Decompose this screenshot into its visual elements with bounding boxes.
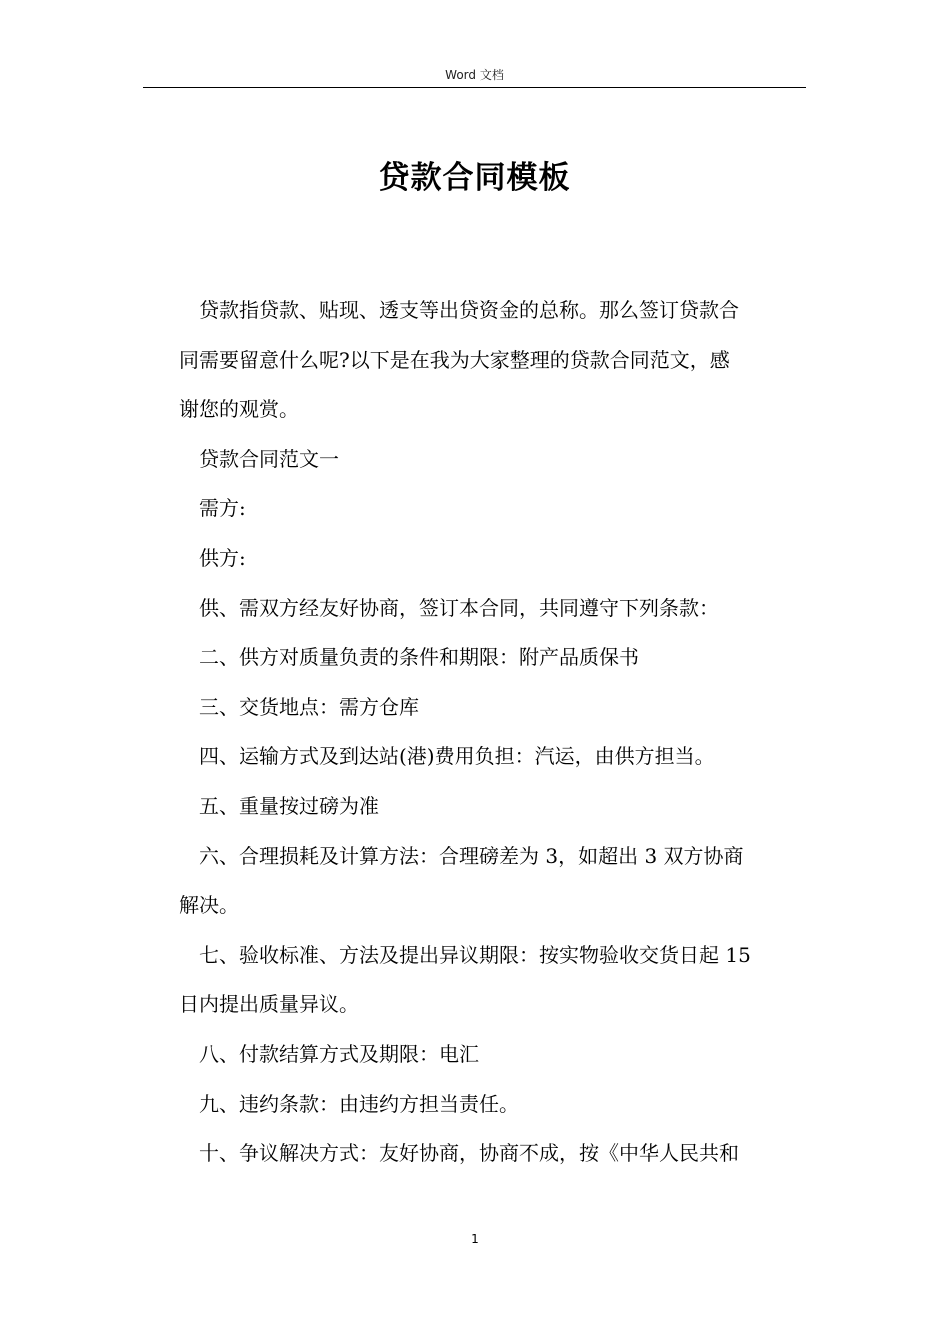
party-buyer-line: 需方:	[199, 496, 246, 521]
clause-line: 八、付款结算方式及期限：电汇	[199, 1041, 479, 1066]
clause-line: 三、交货地点：需方仓库	[199, 694, 419, 719]
section-heading: 贷款合同范文一	[199, 446, 339, 471]
document-body	[179, 286, 806, 1179]
clause-line: 五、重量按过磅为准	[199, 793, 379, 818]
clause-line: 二、供方对质量负责的条件和期限：附产品质保书	[199, 645, 639, 670]
page-header: Word 文档	[445, 68, 504, 82]
header-rule	[143, 87, 806, 88]
paragraph-line: 同需要留意什么呢?以下是在我为大家整理的贷款合同范文，感	[179, 347, 730, 372]
clause-line: 九、违约条款：由违约方担当责任。	[199, 1091, 519, 1116]
paragraph-line: 贷款指贷款、贴现、透支等出贷资金的总称。那么签订贷款合	[199, 298, 739, 322]
clause-line: 供、需双方经友好协商，签订本合同，共同遵守下列条款：	[199, 595, 719, 620]
document-title: 贷款合同模板	[378, 160, 571, 196]
clause-line: 解决。	[179, 893, 239, 918]
clause-line: 六、合理损耗及计算方法：合理磅差为 3，如超出 3 双方协商	[199, 843, 744, 868]
page-number: 1	[471, 1232, 479, 1246]
clause-line: 七、验收标准、方法及提出异议期限：按实物验收交货日起 15	[199, 942, 751, 967]
paragraph-line: 谢您的观赏。	[179, 397, 299, 422]
party-seller-line: 供方:	[199, 545, 246, 570]
clause-line: 十、争议解决方式：友好协商，协商不成，按《中华人民共和	[199, 1141, 739, 1166]
clause-line: 日内提出质量异议。	[179, 992, 359, 1017]
clause-line: 四、运输方式及到达站(港)费用负担：汽运，由供方担当。	[199, 744, 715, 769]
